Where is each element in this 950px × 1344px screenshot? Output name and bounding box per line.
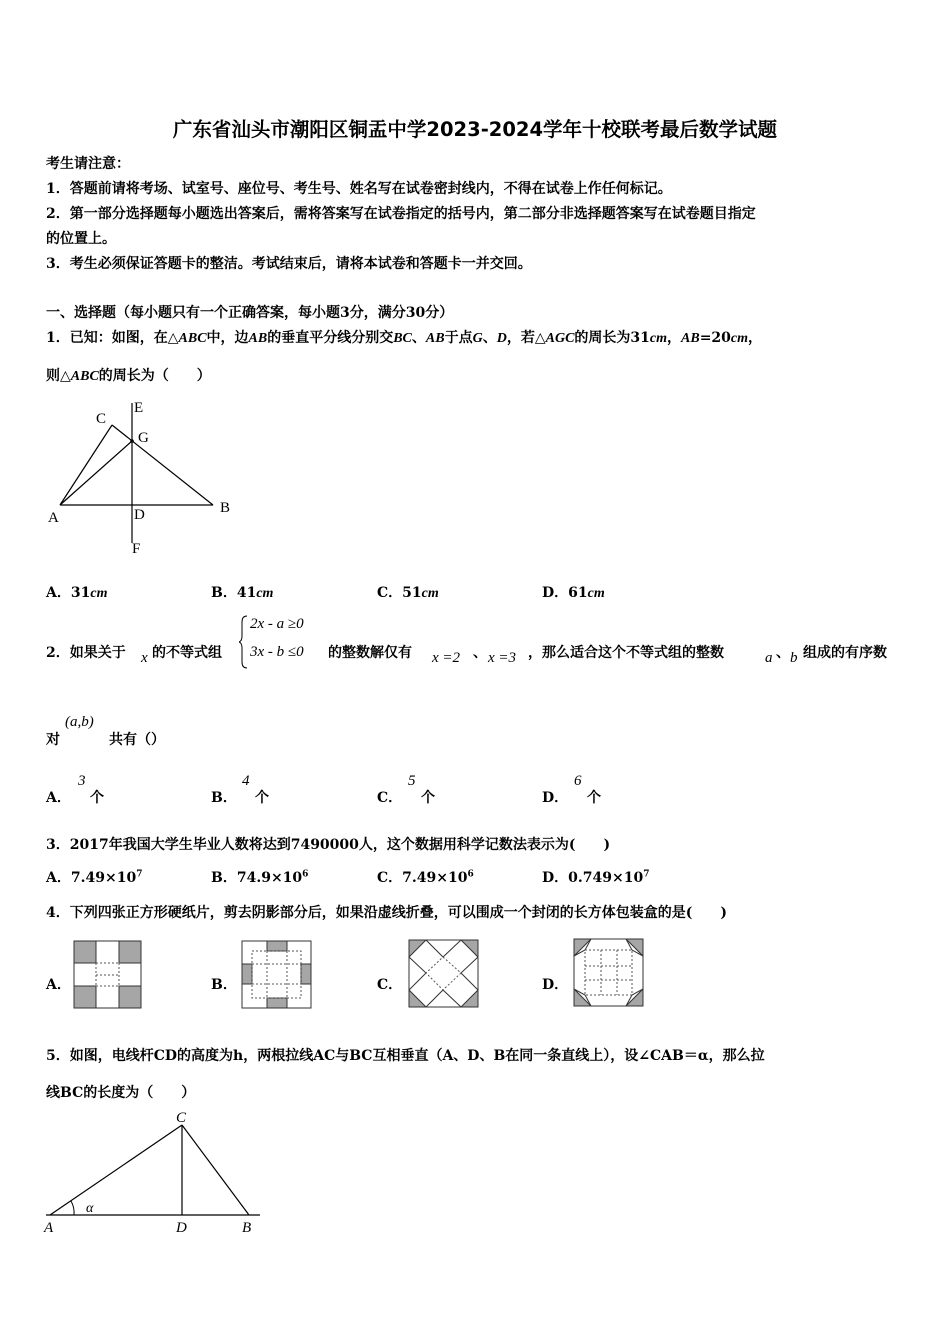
q4-option-b-letter: B．	[211, 977, 237, 993]
q2-option-c-unit: 个	[421, 790, 435, 806]
q2-option-c-letter: C．	[377, 790, 403, 806]
q5-label-a: A	[44, 1220, 54, 1236]
q5-label-alpha: α	[86, 1201, 94, 1216]
q4-option-a-figure	[73, 940, 143, 1010]
q2-system-brace	[239, 614, 249, 670]
q2-stem-part-5: 组成的有序数	[803, 645, 887, 661]
notice-line-3: 3．考生必须保证答题卡的整洁。考试结束后，请将本试卷和答题卡一并交回。	[46, 256, 532, 272]
q2-inequality-2: 3x - b ≤0	[250, 644, 304, 660]
q5-label-c: C	[176, 1110, 187, 1126]
q4-option-a-letter: A．	[46, 977, 71, 993]
q3-stem: 3．2017年我国大学生毕业人数将达到7490000人，这个数据用科学记数法表示为( )	[46, 837, 611, 853]
q4-stem: 4．下列四张正方形硬纸片，剪去阴影部分后，如果沿虚线折叠，可以围成一个封闭的长方体包装盒的是( )	[46, 905, 727, 921]
q1-label-b: B	[220, 500, 231, 516]
q1-label-g: G	[138, 430, 149, 446]
q2-option-b-unit: 个	[255, 790, 269, 806]
q2-inequality-1: 2x - a ≥0	[250, 616, 304, 632]
q4-option-b-figure	[241, 940, 313, 1010]
q1-label-d: D	[134, 507, 145, 523]
q2-separator-2: 、	[776, 645, 790, 661]
q3-option-c: C．$7.49\times 10^6$	[377, 869, 474, 886]
q2-solution-1: x =2	[432, 650, 461, 666]
q1-triangle-figure	[40, 395, 250, 560]
q5-stem-line-2: 线BC的长度为（ ）	[46, 1085, 196, 1101]
q4-option-c-letter: C．	[377, 977, 403, 993]
q3-option-a: A．$7.49\times 10^7$	[46, 869, 143, 886]
q5-label-b: B	[242, 1220, 252, 1236]
q2-option-a-value: 3	[78, 773, 86, 789]
q1-stem-line-1: 1．已知：如图，在△ABC中，边AB的垂直平分线分别交BC、AB于点G、D，若△AGC的周长为31cm，AB=20cm，	[46, 330, 763, 346]
q1-option-c: C．51cm	[377, 585, 439, 601]
page-title: 广东省汕头市潮阳区铜盂中学2023-2024学年十校联考最后数学试题	[172, 118, 778, 141]
q1-option-d: D．61cm	[542, 585, 605, 601]
q1-label-a: A	[48, 510, 59, 526]
q2-option-c-value: 5	[408, 773, 416, 789]
notice-line-2a: 2．第一部分选择题每小题选出答案后，需将答案写在试卷指定的括号内，第二部分非选择题答案写在试卷题目指定	[46, 206, 756, 222]
q2-stem-part-3: 的整数解仅有	[328, 645, 412, 661]
q2-option-b-letter: B．	[211, 790, 237, 806]
q2-ordered-pair: (a,b)	[65, 714, 94, 730]
q2-stem-part-4: ，那么适合这个不等式组的整数	[528, 645, 724, 661]
q2-stem-line-2a: 对	[46, 732, 60, 748]
q3-option-d: D．$0.749\times 10^7$	[542, 869, 650, 886]
q2-option-a-unit: 个	[90, 790, 104, 806]
q2-option-d-unit: 个	[587, 790, 601, 806]
q5-label-d: D	[176, 1220, 187, 1236]
q5-stem-line-1: 5．如图，电线杆CD的高度为h，两根拉线AC与BC互相垂直（A、D、B在同一条直线上），设∠CAB＝α，那么拉	[46, 1048, 765, 1064]
q1-stem-line-2: 则△ABC的周长为（ ）	[46, 368, 211, 384]
q2-option-b-value: 4	[242, 773, 250, 789]
q2-var-b: b	[790, 650, 798, 666]
q4-option-d-figure	[573, 938, 645, 1008]
q2-option-d-letter: D．	[542, 790, 569, 806]
q1-option-b: B．41cm	[211, 585, 274, 601]
q2-separator: 、	[473, 645, 487, 661]
q2-stem-part-1: 2．如果关于	[46, 645, 126, 661]
q1-label-c: C	[96, 411, 107, 427]
q2-stem-part-2: 的不等式组	[152, 645, 222, 661]
q2-option-a-letter: A．	[46, 790, 71, 806]
notice-line-2b: 的位置上。	[46, 231, 116, 247]
q1-label-e: E	[134, 400, 144, 416]
q2-solution-2: x =3	[488, 650, 517, 666]
q4-option-c-figure	[408, 939, 480, 1009]
q1-label-f: F	[132, 541, 141, 557]
notice-heading: 考生请注意：	[46, 156, 130, 172]
q2-stem-line-2b: 共有（）	[109, 732, 165, 748]
section-heading: 一、选择题（每小题只有一个正确答案，每小题3分，满分30分）	[46, 305, 454, 321]
notice-line-1: 1．答题前请将考场、试室号、座位号、考生号、姓名写在试卷密封线内，不得在试卷上作任何标记。	[46, 181, 672, 197]
q2-option-d-value: 6	[574, 773, 582, 789]
q4-option-d-letter: D．	[542, 977, 569, 993]
q5-figure	[42, 1108, 267, 1238]
q2-var-a: a	[765, 650, 773, 666]
q1-option-a: A．31cm	[46, 585, 108, 601]
q2-var-x: x	[141, 650, 148, 666]
q3-option-b: B．$74.9\times 10^6$	[211, 869, 309, 886]
